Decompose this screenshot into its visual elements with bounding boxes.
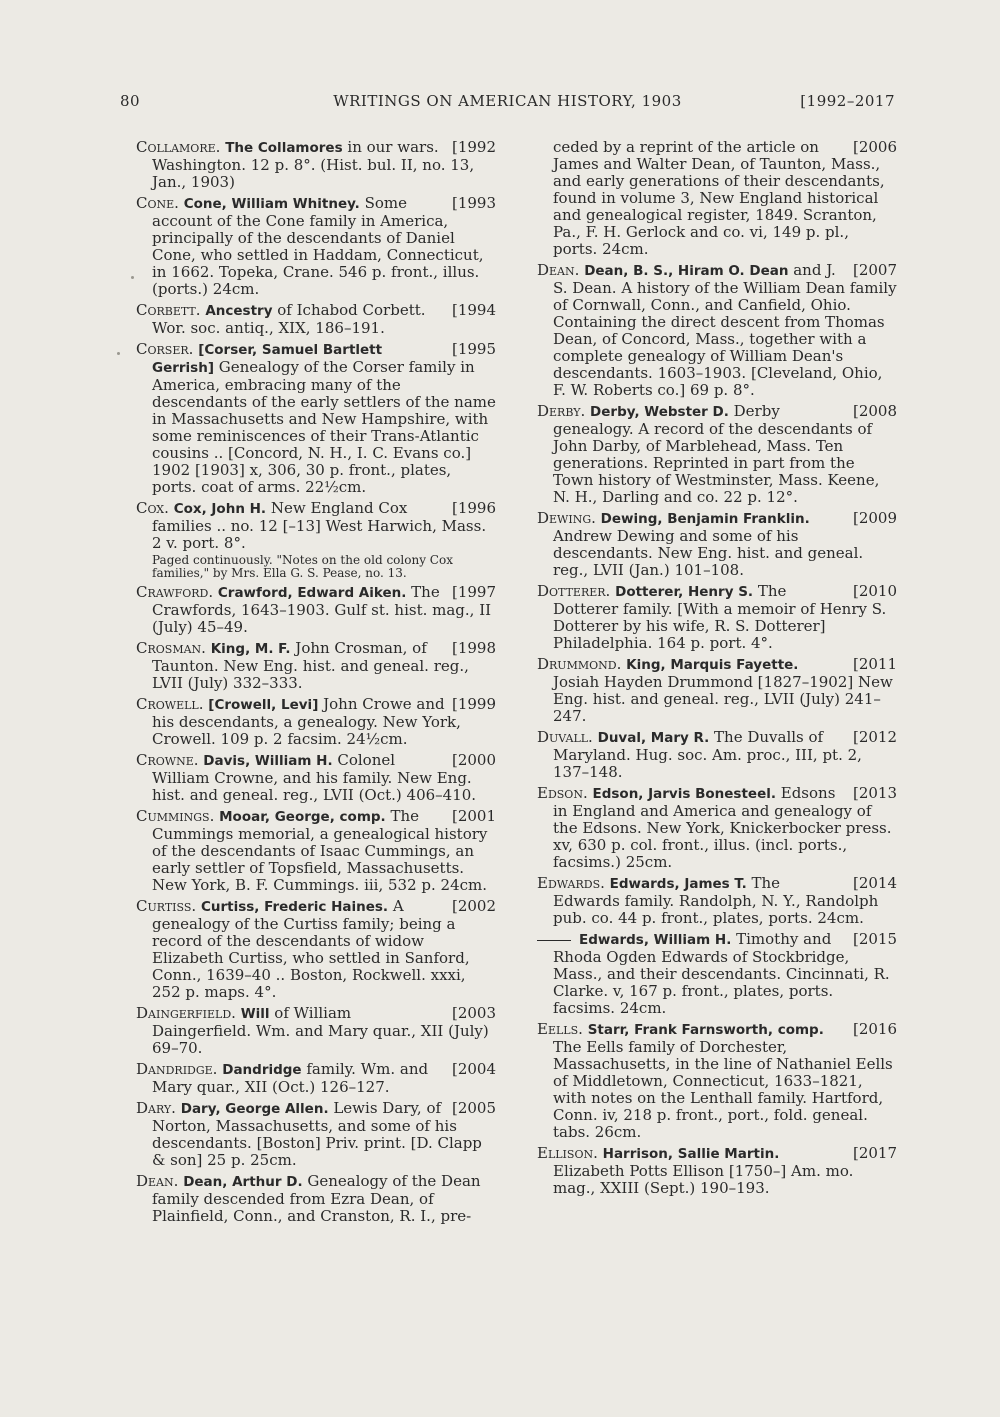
author-name: Starr, Frank Farnsworth, comp.: [587, 1022, 824, 1038]
subject-heading: Curtiss.: [136, 897, 197, 915]
entry-number: [2013: [852, 784, 897, 802]
author-name: Harrison, Sallie Martin.: [602, 1146, 780, 1162]
left-column: [136, 139, 496, 1229]
entry-number: [2010: [852, 582, 897, 600]
entry-text: The Eells family of Dorchester, Massachusetts, in the line of Nathaniel Eells of Middletown, Connecticut, 1633–1821, with notes on the Lenthall family. Hartford, Conn. iv, 218 p. front., port., fold. geneal. tabs. 26cm.: [553, 1038, 893, 1141]
author-name: The Collamores: [225, 140, 343, 156]
author-name: Duval, Mary R.: [597, 730, 710, 746]
subject-heading: Dandridge.: [136, 1060, 218, 1078]
bibliography-entry: [136, 1005, 496, 1057]
author-name: Edwards, James T.: [609, 876, 747, 892]
entry-number: [2011: [852, 655, 897, 673]
author-name: King, Marquis Fayette.: [626, 657, 799, 673]
entry-text: John Crosman, of Taunton. New Eng. hist. and geneal. reg., LVII (July) 332–333.: [152, 639, 469, 692]
subject-heading: Crosman.: [136, 639, 206, 657]
subject-heading: Corbett.: [136, 301, 201, 319]
entry-text: Elizabeth Potts Ellison [1750–] Am. mo. mag., XXIII (Sept.) 190–193.: [553, 1162, 854, 1197]
entry-text: Lewis Dary, of Norton, Massachusetts, and some of his descendants. [Boston] Priv. print. [D. Clapp & son] 25 p. 25cm.: [152, 1099, 482, 1169]
subject-heading: Crowell.: [136, 695, 204, 713]
entry-number: [2000: [451, 751, 496, 769]
bibliography-entry: [136, 302, 496, 337]
scan-speck: [131, 276, 134, 279]
subject-heading: Dean.: [537, 261, 580, 279]
entry-number: [1998: [451, 639, 496, 657]
entry-text: New England Cox families .. no. 12 [–13] West Harwich, Mass. 2 v. port. 8°.: [152, 499, 487, 552]
bibliography-entry: [537, 510, 897, 579]
entry-text: of William Daingerfield. Wm. and Mary quar., XII (July) 69–70.: [152, 1004, 489, 1057]
subject-heading: Derby.: [537, 402, 586, 420]
author-name: Edson, Jarvis Bonesteel.: [592, 786, 776, 802]
subject-heading: Edson.: [537, 784, 588, 802]
entry-text: The Crawfords, 1643–1903. Gulf st. hist. mag., II (July) 45–49.: [152, 583, 492, 636]
running-header: [120, 92, 895, 114]
entry-text: A genealogy of the Curtiss family; being a record of the descendants of widow Elizabeth Curtiss, who settled in Sanford, Conn., 1639–40 .. Boston, Rockwell. xxxi, 252 p. maps. 4°.: [152, 897, 470, 1001]
bibliography-entry: [537, 875, 897, 927]
bibliography-entry: [136, 752, 496, 804]
entry-text: Derby genealogy. A record of the descendants of John Darby, of Marblehead, Mass. Ten generations. Reprinted in part from the Town history of Westminster, Mass. Keene, N. H., Darling and co. 22 p. 12°.: [553, 402, 880, 506]
author-name: [Crowell, Levi]: [208, 697, 319, 713]
entry-text: John Crowe and his descendants, a genealogy. New York, Crowell. 109 p. 2 facsim. 24½cm.: [152, 695, 461, 748]
bibliography-entry: [537, 262, 897, 399]
entry-text: The Duvalls of Maryland. Hug. soc. Am. proc., III, pt. 2, 137–148.: [553, 728, 862, 781]
entry-number: [2003: [451, 1004, 496, 1022]
author-name: Dewing, Benjamin Franklin.: [600, 511, 810, 527]
author-name: Edwards, William H.: [579, 932, 732, 948]
author-name: Ancestry: [205, 303, 273, 319]
entry-number: [1995: [451, 340, 496, 358]
entry-number: [1993: [451, 194, 496, 212]
subject-heading: Crawford.: [136, 583, 214, 601]
subject-heading: Dotterer.: [537, 582, 611, 600]
entry-text: Timothy and Rhoda Ogden Edwards of Stockbridge, Mass., and their descendants. Cincinnati, R. Clarke. v, 167 p. front., plates, ports. facsims. 24cm.: [553, 930, 890, 1017]
entry-number: [2001: [451, 807, 496, 825]
entry-text: of Ichabod Corbett. Wor. soc. antiq., XIX, 186–191.: [152, 301, 426, 337]
entry-number: [2004: [451, 1060, 496, 1078]
entry-text: ceded by a reprint of the article on James and Walter Dean, of Taunton, Mass., and early generations of their descendants, found in volume 3, New England historical and genealogical register, 1849. Scranton, Pa., F. H. Gerlock and co. vi, 149 p. pl., ports. 24cm.: [553, 138, 885, 258]
bibliography-entry: [537, 785, 897, 871]
bibliography-entry: [136, 584, 496, 636]
entry-number: [2016: [852, 1020, 897, 1038]
author-name: Will: [240, 1006, 270, 1022]
bibliography-entry: [136, 195, 496, 298]
subject-heading: Ellison.: [537, 1144, 598, 1162]
entry-text: in our wars. Washington. 12 p. 8°. (Hist. bul. II, no. 13, Jan., 1903): [152, 138, 475, 191]
right-column: [537, 139, 897, 1201]
bibliography-entry: [136, 500, 496, 552]
author-name: Crawford, Edward Aiken.: [217, 585, 407, 601]
entry-number: [2006: [852, 138, 897, 156]
subject-heading: Daingerfield.: [136, 1004, 236, 1022]
entry-text: Colonel William Crowne, and his family. New Eng. hist. and geneal. reg., LVII (Oct.) 406–410.: [152, 751, 477, 804]
subject-heading: Dary.: [136, 1099, 176, 1117]
entry-text: and J. S. Dean. A history of the William Dean family of Cornwall, Conn., and Canfield, Ohio. Containing the direct descent from Thomas Dean, of Concord, Mass., together with a complete genealogy of William Dean's descendants. 1603–1903. [Cleveland, Ohio, F. W. Roberts co.] 69 p. 8°.: [553, 261, 897, 399]
bibliography-entry: [537, 139, 897, 258]
entry-text: Genealogy of the Corser family in America, embracing many of the descendants of the early settlers of the name in Massachusetts and New Hampshire, with some reminiscences of their Trans-Atlantic cousins .. [Concord, N. H., I. C. Evans co.] 1902 [1903] x, 306, 30 p. front., plates, ports. coat of arms. 22½cm.: [152, 358, 496, 496]
subject-heading: Crowne.: [136, 751, 199, 769]
bibliography-entry: [537, 403, 897, 506]
bibliography-entry: [136, 139, 496, 191]
entry-number: [1994: [451, 301, 496, 319]
bibliography-entry: [136, 898, 496, 1001]
entry-text: The Dotterer family. [With a memoir of Henry S. Dotterer by his wife, R. S. Dotterer] Philadelphia. 164 p. port. 4°.: [553, 582, 887, 652]
entry-text: The Cummings memorial, a genealogical history of the descendants of Isaac Cummings, an early settler of Topsfield, Massachusetts. New York, B. F. Cummings. iii, 532 p. 24cm.: [152, 807, 488, 894]
entry-note: Paged continuously. "Notes on the old colony Cox families," by Mrs. Ella G. S. Pease, no. 13.: [152, 553, 453, 580]
entry-text: Genealogy of the Dean family descended from Ezra Dean, of Plainfield, Conn., and Cranston, R. I., pre-: [152, 1172, 481, 1225]
subject-heading: Eells.: [537, 1020, 583, 1038]
entry-number: [2015: [852, 930, 897, 948]
bibliography-entry: [136, 808, 496, 894]
entry-range: [1992–2017: [800, 92, 895, 110]
author-name: King, M. F.: [210, 641, 291, 657]
author-name: Dary, George Allen.: [180, 1101, 329, 1117]
bibliography-entry: [136, 1061, 496, 1096]
page-number: 80: [120, 92, 141, 110]
subject-heading: Dean.: [136, 1172, 179, 1190]
author-name: Cone, William Whitney.: [183, 196, 360, 212]
author-name: Cox, John H.: [173, 501, 267, 517]
subject-heading: Duvall.: [537, 728, 593, 746]
entry-number: [1997: [451, 583, 496, 601]
bibliography-entry: [537, 1145, 897, 1197]
entry-number: [2009: [852, 509, 897, 527]
running-title: WRITINGS ON AMERICAN HISTORY, 1903: [333, 92, 682, 110]
subject-heading: Corser.: [136, 340, 194, 358]
entry-number: [2005: [451, 1099, 496, 1117]
bibliography-entry: [136, 1173, 496, 1225]
subject-heading: Edwards.: [537, 874, 605, 892]
bibliography-entry: [537, 583, 897, 652]
author-name: Dandridge: [222, 1062, 302, 1078]
subject-heading: Cox.: [136, 499, 169, 517]
bibliography-entry: [136, 341, 496, 496]
entry-number: [1999: [451, 695, 496, 713]
author-name: Davis, William H.: [203, 753, 333, 769]
author-name: Derby, Webster D.: [590, 404, 729, 420]
entry-text: family. Wm. and Mary quar., XII (Oct.) 126–127.: [152, 1060, 429, 1096]
bibliography-entry: [136, 1100, 496, 1169]
entry-number: [2007: [852, 261, 897, 279]
author-name: Curtiss, Frederic Haines.: [200, 899, 389, 915]
bibliography-entry: [537, 729, 897, 781]
entry-text: Edsons in England and America and genealogy of the Edsons. New York, Knickerbocker press. xv, 630 p. col. front., illus. (incl. ports., facsims.) 25cm.: [553, 784, 892, 871]
subject-heading: Dewing.: [537, 509, 596, 527]
scan-speck: [117, 352, 120, 355]
entry-number: [2017: [852, 1144, 897, 1162]
bibliography-entry: [537, 931, 897, 1017]
bibliography-entry: [136, 640, 496, 692]
entry-text: Some account of the Cone family in America, principally of the descendants of Daniel Cone, who settled in Haddam, Connecticut, in 1662. Topeka, Crane. 546 p. front., illus. (ports.) 24cm.: [152, 194, 484, 298]
subject-heading: Cummings.: [136, 807, 215, 825]
author-name: Mooar, George, comp.: [219, 809, 386, 825]
entry-number: [2014: [852, 874, 897, 892]
author-name: Dean, B. S., Hiram O. Dean: [584, 263, 789, 279]
bibliography-entry: [537, 1021, 897, 1141]
entry-number: [2012: [852, 728, 897, 746]
subject-heading: Cone.: [136, 194, 179, 212]
author-name: [Corser, Samuel Bartlett Gerrish]: [152, 342, 383, 376]
entry-text: Andrew Dewing and some of his descendants. New Eng. hist. and geneal. reg., LVII (Jan.) 101–108.: [553, 527, 864, 579]
subject-heading: Collamore.: [136, 138, 221, 156]
entry-number: [2008: [852, 402, 897, 420]
author-name: Dean, Arthur D.: [183, 1174, 303, 1190]
entry-number: [1996: [451, 499, 496, 517]
entry-number: [1992: [451, 138, 496, 156]
entry-text: The Edwards family. Randolph, N. Y., Randolph pub. co. 44 p. front., plates, ports. 24cm.: [553, 874, 879, 927]
subject-heading: Drummond.: [537, 655, 622, 673]
entry-text: Josiah Hayden Drummond [1827–1902] New Eng. hist. and geneal. reg., LVII (July) 241–247.: [553, 673, 893, 725]
author-name: Dotterer, Henry S.: [615, 584, 754, 600]
entry-number: [2002: [451, 897, 496, 915]
bibliography-entry: [136, 696, 496, 748]
bibliography-entry: [537, 656, 897, 725]
ditto-dash: [537, 940, 571, 941]
